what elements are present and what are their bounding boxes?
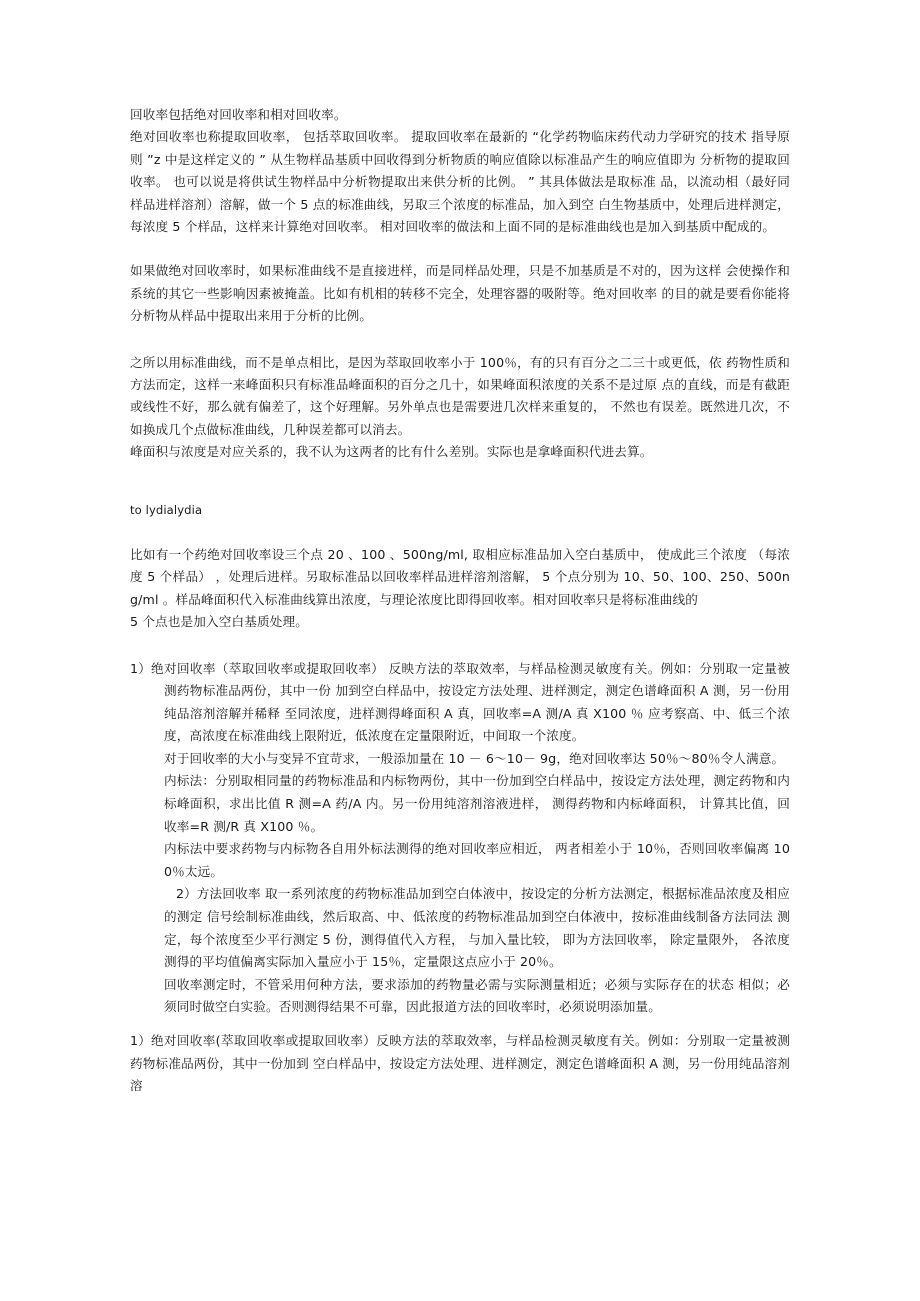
- paragraph-why-standard-curve: 之所以用标准曲线，而不是单点相比，是因为萃取回收率小于 100％，有的只有百分之二三十或更低，依 药物性质和方法而定，这样一来峰面积只有标准品峰面积的百分之几十，如果峰面积浓度的关系不是过原 点的直线，而是有截距或线性不好，那么就有偏差了，这个好理解。另外单点也是需要进几次样来重复的， 不然也有误差。既然进几次，不如换成几个点做标准曲线，几种误差都可以消去。: [130, 354, 790, 437]
- trailing-item-text: 绝对回收率(萃取回收率或提取回收率）反映方法的萃取效率，与样品检测灵敏度有关。例如：分别取一定量被测药物标准品两份，其中一份加到 空白样品中，按设定方法处理、进样测定，测定色谱峰面积 A 测，另一份用纯品溶剂溶: [130, 1033, 790, 1094]
- list-item-2-note-measurement-requirements: 回收率测定时，不管采用何种方法，要求添加的药物量必需与实际测量相近；必须与实际存在的状态 相似；必须同时做空白实验。否则测得结果不可靠，因此报道方法的回收率时，必须说明添加量。: [164, 976, 790, 1015]
- paragraph-gap-3: [130, 464, 790, 488]
- document-body: [130, 104, 790, 1098]
- list-item-2-marker: 2）: [176, 886, 197, 902]
- reply-recipient-tag: to lydialydia: [130, 503, 203, 518]
- paragraph-absolute-recovery-definition: 绝对回收率也称提取回收率， 包括萃取回收率。 提取回收率在最新的 “化学药物临床药代动力学研究的技术 指导原则 ”z 中是这样定义的 ” 从生物样品基质中回收得到分析物质的响应值除以标准品产生的响应值即为 分析物的提取回收率。 也可以说是将供试生物样品中分析物提取出来供分析的比例。 ” 其具体做法是取标准 品，以流动相（最好同样品进样溶剂）溶解，做一个 5 点的标准曲线，另取三个浓度的标准品，加入到空 白生物基质中，处理后进样测定，每浓度 5 个样品，这样来计算绝对回收率。 相对回收率的做法和上面不同的是标准曲线也是加入到基质中配成的。: [130, 129, 790, 235]
- trailing-item-marker: 1）: [130, 1033, 151, 1048]
- list-item-2: [130, 883, 790, 973]
- list-item-1: [130, 658, 790, 748]
- trailing-repeated-list-item: [130, 1030, 790, 1098]
- paragraph-peak-area-concentration: 峰面积与浓度是对应关系的，我不认为这两者的比有什么差别。实际也是拿峰面积代进去算。: [130, 444, 653, 460]
- numbered-list: [130, 658, 790, 1020]
- list-item-1-note-addition-amount: 对于回收率的大小与变异不宜苛求，一般添加量在 10 － 6～10－ 9g，绝对回收率达 50％～80％令人满意。: [164, 750, 785, 766]
- paragraph-standard-curve-note: 如果做绝对回收率时，如果标准曲线不是直接进样，而是同样品处理，只是不加基质是不对的，因为这样 会使操作和系统的其它一些影响因素被掩盖。比如有机相的转移不完全，处理容器的吸附等。绝对回收率 的目的就是要看你能将分析物从样品中提取出来用于分析的比例。: [130, 263, 790, 324]
- paragraph-gap-6: [130, 1019, 790, 1030]
- list-item-1-marker: 1）: [130, 660, 152, 676]
- list-item-1-note-internal-standard-deviation: 内标法中要求药物与内标物各自用外标法测得的绝对回收率应相近， 两者相差小于 10％，否则回收率偏离 100％太远。: [164, 841, 790, 879]
- list-item-1-text: 绝对回收率（萃取回收率或提取回收率） 反映方法的萃取效率，与样品检测灵敏度有关。例如：分别取一定量被测药物标准品两份，其中一份 加到空白样品中，按设定方法处理、进样测定，测定色谱峰面积 A 测，另一份用纯品溶剂溶解并稀释 至同浓度，进样测得峰面积 A 真，回收率=A 测/A 真 X100 ％ 应考察高、中、低三个浓度，高浓度在标准曲线上限附近，低浓度在定量限附近，中间取一个浓度。: [151, 660, 790, 744]
- paragraph-example-three-points: 比如有一个药绝对回收率设三个点 20 、100 、500ng/ml, 取相应标准品加入空白基质中， 使成此三个浓度 （每浓度 5 个样品） ，处理后进样。另取标准品以回收率样品进样溶剂溶解， 5 个点分别为 10、50、100、250、500ng/ml 。样品峰面积代入标准曲线算出浓度，与理论浓度比即得回收率。相对回收率只是将标准曲线的: [130, 546, 790, 607]
- paragraph-gap-4: [130, 533, 790, 544]
- paragraph-five-points-blank-matrix: 5 个点也是加入空白基质处理。: [130, 614, 308, 630]
- paragraph-intro: 回收率包括绝对回收率和相对回收率。: [130, 107, 347, 122]
- paragraph-gap-1: [130, 238, 790, 260]
- paragraph-gap-5: [130, 634, 790, 658]
- list-item-2-text: 方法回收率 取一系列浓度的药物标准品加到空白体液中，按设定的分析方法测定，根据标准品浓度及相应的测定 信号绘制标准曲线，然后取高、中、低浓度的药物标准品加到空白体液中，按标准曲线制备方法同法 测定，每个浓度至少平行测定 5 份，测得值代入方程， 与加入量比较， 即为方法回收率， 除定量限外， 各浓度测得的平均值偏离实际加入量应小于 15％，定量限这点应小于 20％。: [164, 886, 790, 970]
- list-item-1-note-internal-standard: 内标法：分别取相同量的药物标准品和内标物两份，其中一份加到空白样品中，按设定方法处理，测定药物和内标峰面积，求出比值 R 测=A 药/A 内。另一份用纯溶剂溶液进样， 测得药物和内标峰面积， 计算其比值，回收率=R 测/R 真 X100 ％。: [164, 773, 790, 834]
- paragraph-gap-2: [130, 328, 790, 352]
